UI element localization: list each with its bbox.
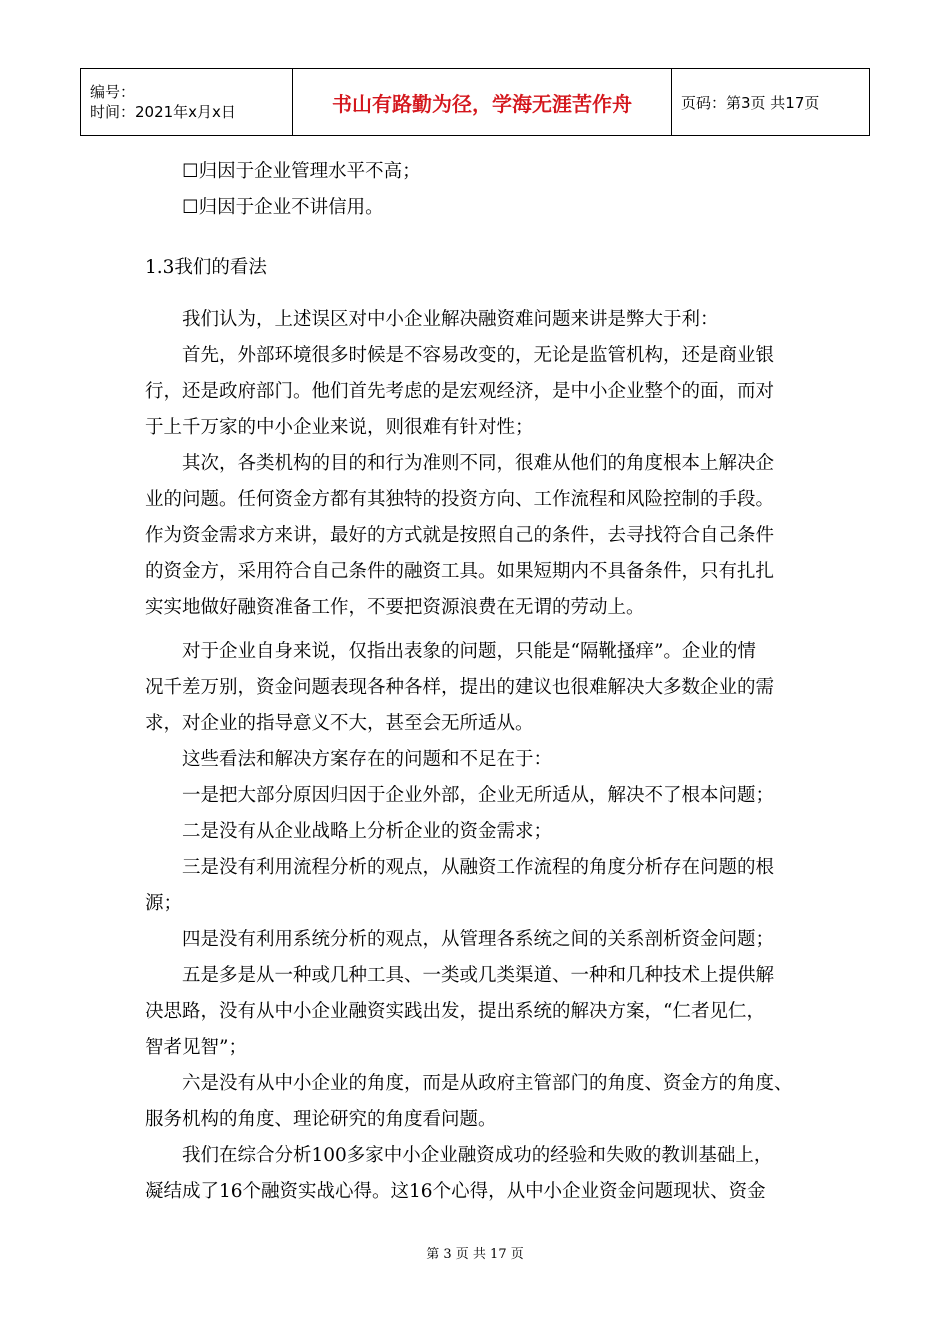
body-line: 我们在综合分析100多家中小企业融资成功的经验和失败的教训基础上， (182, 1145, 773, 1166)
body-line: 源； (145, 893, 183, 914)
body-line: 决思路，没有从中小企业融资实践出发，提出系统的解决方案，“仁者见仁， (145, 1001, 765, 1022)
time-label: 时间：2021年x月x日 (90, 103, 236, 121)
page-footer: 第 3 页 共 17 页 (426, 1247, 524, 1262)
body-line: 求，对企业的指导意义不大，甚至会无所适从。 (145, 713, 534, 734)
body-line: 四是没有利用系统分析的观点，从管理各系统之间的关系剖析资金问题； (182, 929, 775, 950)
body-line: 我们认为，上述误区对中小企业解决融资难问题来讲是弊大于利： (182, 309, 719, 330)
body-line: 业的问题。任何资金方都有其独特的投资方向、工作流程和风险控制的手段。 (145, 489, 775, 510)
section-heading: 1.3我们的看法 (145, 257, 267, 278)
body-line: ☐归因于企业管理水平不高； (182, 161, 421, 182)
body-line: 一是把大部分原因归因于企业外部，企业无所适从，解决不了根本问题； (182, 785, 775, 806)
body-line: 服务机构的角度、理论研究的角度看问题。 (145, 1109, 497, 1130)
body-line: 凝结成了16个融资实战心得。这16个心得，从中小企业资金问题现状、资金 (145, 1181, 766, 1202)
body-line: 首先，外部环境很多时候是不容易改变的，无论是监管机构，还是商业银 (182, 345, 775, 366)
header-motto: 书山有路勤为径，学海无涯苦作舟 (293, 69, 672, 136)
body-line: 于上千万家的中小企业来说，则很难有针对性； (145, 417, 534, 438)
body-line: 作为资金需求方来讲，最好的方式就是按照自己的条件，去寻找符合自己条件 (145, 525, 775, 546)
body-line: 对于企业自身来说，仅指出表象的问题，只能是“隔靴搔痒”。企业的情 (182, 641, 756, 662)
body-line: 行，还是政府部门。他们首先考虑的是宏观经济，是中小企业整个的面，而对 (145, 381, 775, 402)
body-line: 这些看法和解决方案存在的问题和不足在于： (182, 749, 553, 770)
page-header (80, 68, 870, 136)
body-line: 实实地做好融资准备工作，不要把资源浪费在无谓的劳动上。 (145, 597, 645, 618)
body-line: 六是没有从中小企业的角度，而是从政府主管部门的角度、资金方的角度、 (182, 1073, 793, 1094)
body-line: 五是多是从一种或几种工具、一类或几类渠道、一种和几种技术上提供解 (182, 965, 775, 986)
body-line: 其次，各类机构的目的和行为准则不同，很难从他们的角度根本上解决企 (182, 453, 775, 474)
body-line: 三是没有利用流程分析的观点，从融资工作流程的角度分析存在问题的根 (182, 857, 775, 878)
number-label: 编号： (90, 83, 136, 101)
body-line: ☐归因于企业不讲信用。 (182, 197, 384, 218)
header-page-code: 页码：第3页 共17页 (672, 69, 870, 136)
body-line: 智者见智”； (145, 1037, 247, 1058)
header-meta (81, 69, 293, 136)
body-line: 况千差万别，资金问题表现各种各样，提出的建议也很难解决大多数企业的需 (145, 677, 775, 698)
body-line: 二是没有从企业战略上分析企业的资金需求； (182, 821, 553, 842)
body-line: 的资金方，采用符合自己条件的融资工具。如果短期内不具备条件，只有扎扎 (145, 561, 775, 582)
